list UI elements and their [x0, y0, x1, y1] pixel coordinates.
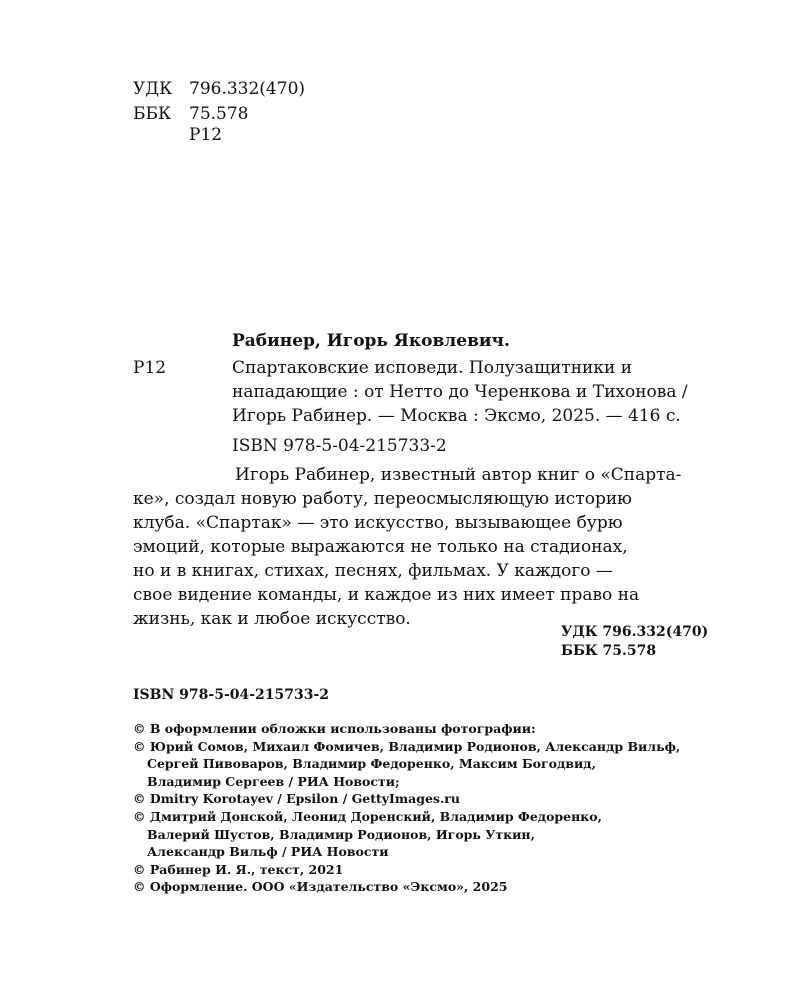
- annotation-line: но и в книгах, стихах, песнях, фильмах. У каждого —: [133, 561, 613, 581]
- credit-line: Александр Вильф / РИА Новости: [147, 844, 389, 860]
- bbk-value: 75.578: [189, 104, 249, 124]
- udk-value: 796.332(470): [189, 79, 306, 99]
- bbk-label: ББК: [133, 104, 172, 124]
- udk-label: УДК: [133, 79, 173, 99]
- credit-line: © Юрий Сомов, Михаил Фомичев, Владимир Родионов, Александр Вильф,: [133, 738, 681, 754]
- description-line: нападающие : от Нетто до Черенкова и Тихонова /: [232, 382, 688, 402]
- credit-line: © Рабинер И. Я., текст, 2021: [133, 861, 344, 877]
- annotation-line: клуба. «Спартак» — это искусство, вызывающее бурю: [133, 513, 623, 533]
- record-description: [232, 356, 688, 428]
- author-mark-top: Р12: [189, 125, 223, 145]
- credit-line: Владимир Сергеев / РИА Новости;: [147, 773, 400, 789]
- isbn-bottom: ISBN 978-5-04-215733-2: [133, 687, 330, 703]
- copyright-credits: [133, 720, 680, 896]
- credit-line: © Dmitry Korotayev / Epsilon / GettyImages.ru: [133, 791, 460, 807]
- description-line: Спартаковские исповеди. Полузащитники и: [232, 358, 633, 378]
- annotation-line: Игорь Рабинер, известный автор книг о «Спарта-: [235, 465, 682, 485]
- annotation: [133, 463, 681, 631]
- record-mark: Р12: [133, 358, 167, 378]
- udk-row: [133, 76, 305, 102]
- annotation-line: жизнь, как и любое искусство.: [133, 609, 411, 629]
- annotation-line: ке», создал новую работу, переосмысляющую историю: [133, 489, 632, 509]
- credit-line: Сергей Пивоваров, Владимир Федоренко, Максим Богодвид,: [147, 756, 596, 772]
- credit-line: Валерий Шустов, Владимир Родионов, Игорь Уткин,: [147, 826, 535, 842]
- bbk-code-bottom: ББК 75.578: [561, 643, 657, 659]
- udk-code-bottom: УДК 796.332(470): [561, 624, 709, 640]
- record-isbn: ISBN 978-5-04-215733-2: [232, 436, 447, 456]
- credit-line: © В оформлении обложки использованы фотографии:: [133, 721, 536, 736]
- credit-line: © Дмитрий Донской, Леонид Доренский, Владимир Федоренко,: [133, 808, 602, 824]
- annotation-line: свое видение команды, и каждое из них имеет право на: [133, 585, 640, 605]
- credit-line: © Оформление. ООО «Издательство «Эксмо», 2025: [133, 879, 508, 895]
- author-heading: Рабинер, Игорь Яковлевич.: [232, 331, 510, 351]
- annotation-line: эмоций, которые выражаются не только на стадионах,: [133, 537, 628, 557]
- description-line: Игорь Рабинер. — Москва : Эксмо, 2025. — 416 с.: [232, 406, 681, 426]
